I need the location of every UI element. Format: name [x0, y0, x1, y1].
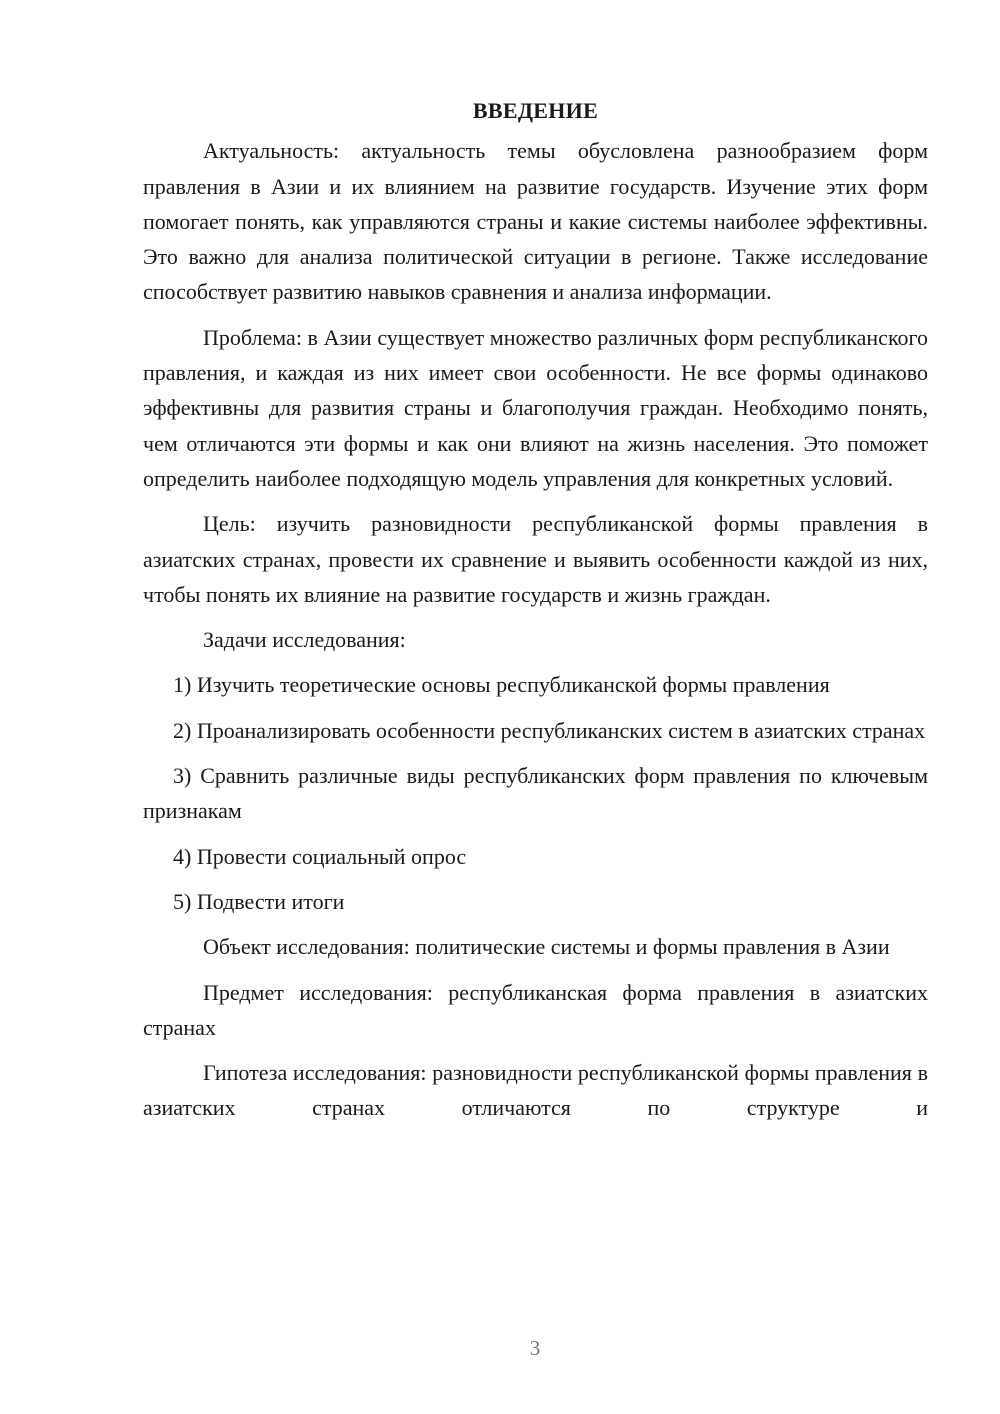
task-item: 2) Проанализировать особенности республиканских систем в азиатских странах	[173, 717, 926, 743]
paragraph-object: Объект исследования: политические системы и формы правления в Азии	[203, 934, 890, 960]
page-number: 3	[529, 1336, 541, 1360]
page-title: ВВЕДЕНИЕ	[472, 98, 599, 123]
task-item: 5) Подвести итоги	[173, 888, 345, 914]
page-content	[143, 93, 928, 1126]
task-item: 4) Провести социальный опрос	[173, 843, 467, 869]
paragraph-relevance: Актуальность: актуальность темы обусловлена разнообразием форм правления в Азии и их влиянием на развитие государств. Изучение этих форм помогает понять, как управляются страны и какие системы наиболее эффективны. Это важно для анализа политической ситуации в регионе. Также исследование способствует развитию навыков сравнения и анализа информации.	[143, 138, 928, 305]
paragraph-hypothesis: Гипотеза исследования: разновидности республиканской формы правления в азиатских странах отличаются по структуре и	[143, 1060, 928, 1121]
paragraph-problem: Проблема: в Азии существует множество различных форм республиканского правления, и каждая из них имеет свои особенности. Не все формы одинаково эффективны для развития страны и благополучия граждан. Необходимо понять, чем отличаются эти формы и как они влияют на жизнь населения. Это поможет определить наиболее подходящую модель управления для конкретных условий.	[143, 324, 928, 491]
paragraph-goal: Цель: изучить разновидности республиканской формы правления в азиатских странах, провести их сравнение и выявить особенности каждой из них, чтобы понять их влияние на развитие государств и жизнь граждан.	[143, 511, 928, 607]
tasks-heading: Задачи исследования:	[203, 627, 406, 653]
task-item: 3) Сравнить различные виды республиканских форм правления по ключевым признакам	[143, 763, 928, 824]
paragraph-subject: Предмет исследования: республиканская форма правления в азиатских странах	[143, 979, 928, 1040]
task-item: 1) Изучить теоретические основы республиканской формы правления	[173, 672, 830, 698]
